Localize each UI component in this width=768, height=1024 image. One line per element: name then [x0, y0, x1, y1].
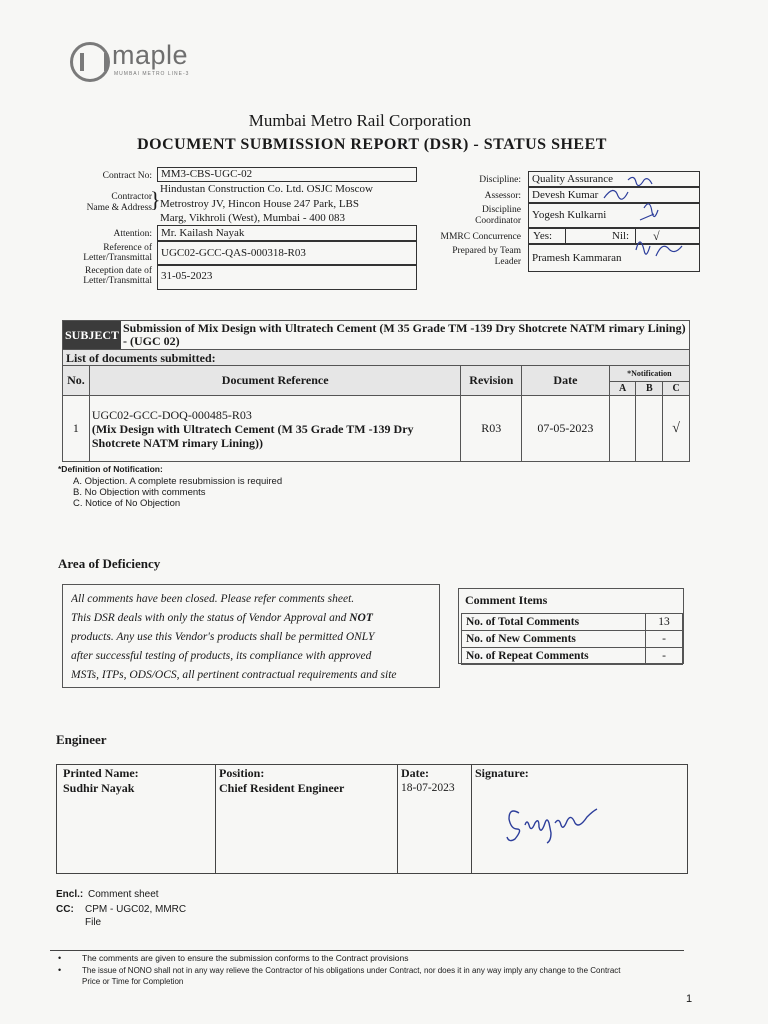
logo-name: maple — [112, 40, 189, 70]
comment-items-box — [458, 588, 684, 664]
notification-def-b: B. No Objection with comments — [73, 487, 206, 496]
engineer-box — [56, 764, 688, 874]
comment-value: - — [646, 631, 683, 648]
reception-value: 31-05-2023 — [157, 265, 417, 290]
deficiency-line-3: products. Any use this Vendor's products shall be permitted ONLY — [71, 631, 375, 643]
discipline-label: Discipline: — [479, 175, 521, 185]
notification-def-a: A. Objection. A complete resubmission is required — [73, 476, 283, 487]
comment-value: - — [646, 648, 683, 665]
bullet-icon: • — [58, 953, 62, 963]
brace-icon: } — [150, 187, 161, 212]
handwritten-initials-icon — [598, 170, 718, 278]
prepared-label-1: Prepared by Team — [452, 246, 521, 256]
table-row — [63, 396, 690, 462]
coordinator-label-1: Discipline — [481, 205, 521, 215]
deficiency-line-4: after successful testing of products, its compliance with approved — [71, 650, 372, 662]
printed-name-label: Printed Name: — [63, 766, 139, 780]
footer-note-2a: The issue of NONO shall not in any way relieve the Contractor of his obligations under Contract, nor does it in any way imply any change to the Contract — [82, 966, 621, 975]
reception-label-1: Reception date of — [84, 266, 152, 276]
assessor-label: Assessor: — [484, 191, 521, 201]
row-revision: R03 — [461, 396, 522, 462]
page-title: DOCUMENT SUBMISSION REPORT (DSR) - STATUS SHEET — [137, 136, 607, 153]
contractor-line-3: Marg, Vikhroli (West), Mumbai - 400 083 — [160, 212, 346, 224]
row-c-check-icon: √ — [663, 396, 690, 462]
divider — [215, 765, 216, 873]
logo-subtitle: MUMBAI METRO LINE-3 — [114, 71, 190, 77]
documents-table — [62, 365, 690, 462]
engineer-heading: Engineer — [56, 732, 107, 747]
contract-label: Contract No: — [102, 171, 152, 181]
comment-row — [462, 648, 683, 665]
nil-check-icon: √ — [653, 229, 660, 243]
col-date: Date — [522, 366, 610, 396]
encl-label: Encl.: — [56, 889, 84, 900]
deficiency-box — [62, 584, 440, 688]
discipline-value: Quality Assurance — [528, 171, 700, 187]
coordinator-value: Yogesh Kulkarni — [528, 203, 700, 228]
deficiency-line-5: MSTs, ITPs, ODS/OCS, all pertinent contractual requirements and site — [71, 669, 397, 681]
comment-row — [462, 631, 683, 648]
attention-value: Mr. Kailash Nayak — [157, 225, 417, 241]
contract-value: MM3-CBS-UGC-02 — [157, 167, 417, 182]
concurrence-label: MMRC Concurrence — [440, 232, 521, 242]
col-no: No. — [63, 366, 90, 396]
cc-value-1: CPM - UGC02, MMRC — [85, 904, 187, 915]
signature-label: Signature: — [475, 766, 529, 780]
footer-note-1: The comments are given to ensure the submission conforms to the Contract provisions — [82, 953, 409, 963]
maple-logo-icon — [70, 42, 110, 82]
divider — [471, 765, 472, 873]
comment-label: No. of Total Comments — [462, 614, 646, 631]
bullet-icon: • — [58, 965, 62, 975]
position-label: Position: — [219, 766, 265, 780]
coordinator-label-2: Coordinator — [475, 216, 521, 226]
printed-name-value: Sudhir Nayak — [63, 781, 135, 795]
reference-label-1: Reference of — [103, 243, 152, 253]
contractor-line-2: Metrostroy JV, Hincon House 247 Park, LBS — [160, 197, 360, 210]
encl-value: Comment sheet — [88, 889, 159, 900]
row-date: 07-05-2023 — [522, 396, 610, 462]
prepared-label-2: Leader — [494, 257, 521, 267]
cc-label: CC: — [56, 904, 74, 915]
cc-value-2: File — [85, 917, 102, 928]
row-b — [636, 396, 663, 462]
comment-items-heading: Comment Items — [465, 593, 548, 607]
notification-def-c: C. Notice of No Objection — [73, 498, 181, 509]
comment-items-table — [461, 613, 683, 665]
row-a — [609, 396, 636, 462]
reception-label-2: Letter/Transmittal — [83, 276, 152, 286]
documents-list-heading: List of documents submitted: — [63, 349, 689, 365]
date-label: Date: — [401, 766, 429, 780]
col-notification: *Notification — [609, 366, 689, 382]
subject-tag: SUBJECT — [63, 321, 121, 349]
contractor-label-1: Contractor — [111, 192, 152, 202]
col-b: B — [636, 382, 663, 396]
row-reference-line-3: Shotcrete NATM rimary Lining)) — [91, 435, 264, 450]
reference-value: UGC02-GCC-QAS-000318-R03 — [157, 241, 417, 265]
position-value: Chief Resident Engineer — [219, 781, 345, 795]
row-no: 1 — [63, 396, 90, 462]
signature-icon — [497, 795, 627, 855]
contractor-address — [157, 182, 417, 226]
divider — [565, 229, 566, 243]
page-number: 1 — [686, 993, 693, 1005]
reference-label-2: Letter/Transmittal — [83, 253, 152, 263]
row-reference-line-1: UGC02-GCC-DOQ-000485-R03 — [91, 407, 252, 422]
date-value: 18-07-2023 — [401, 782, 455, 794]
row-reference — [89, 396, 461, 462]
col-reference: Document Reference — [89, 366, 461, 396]
comment-row — [462, 614, 683, 631]
attention-label: Attention: — [113, 229, 152, 239]
contractor-label-2: Name & Address — [86, 203, 152, 213]
footer-note-2b: Price or Time for Completion — [82, 977, 184, 986]
subject-section — [62, 320, 690, 462]
prepared-value: Pramesh Kammaran — [528, 244, 700, 272]
comment-value: 13 — [646, 614, 683, 631]
footer-divider — [50, 950, 684, 951]
subject-text: Submission of Mix Design with Ultratech Cement (M 35 Grade TM -139 Dry Shotcrete NATM rimary Lining) - (UGC 02) — [123, 321, 686, 348]
assessor-value: Devesh Kumar — [528, 187, 700, 203]
col-a: A — [609, 382, 636, 396]
contractor-line-1: Hindustan Construction Co. Ltd. OSJC Moscow — [160, 183, 373, 195]
col-c: C — [663, 382, 690, 396]
deficiency-text — [71, 590, 441, 685]
yes-label: Yes: — [533, 230, 553, 242]
comment-label: No. of Repeat Comments — [462, 648, 646, 665]
nil-label: Nil: — [612, 230, 630, 242]
row-reference-line-2: (Mix Design with Ultratech Cement (M 35 Grade TM -139 Dry — [91, 421, 414, 436]
organization-name: Mumbai Metro Rail Corporation — [248, 111, 472, 130]
notification-def-title: *Definition of Notification: — [58, 464, 163, 474]
deficiency-line-1: All comments have been closed. Please refer comments sheet. — [71, 593, 355, 605]
comment-label: No. of New Comments — [462, 631, 646, 648]
col-revision: Revision — [461, 366, 522, 396]
divider — [397, 765, 398, 873]
deficiency-heading: Area of Deficiency — [58, 556, 161, 571]
deficiency-line-2: This DSR deals with only the status of Vendor Approval and NOT — [71, 612, 373, 624]
